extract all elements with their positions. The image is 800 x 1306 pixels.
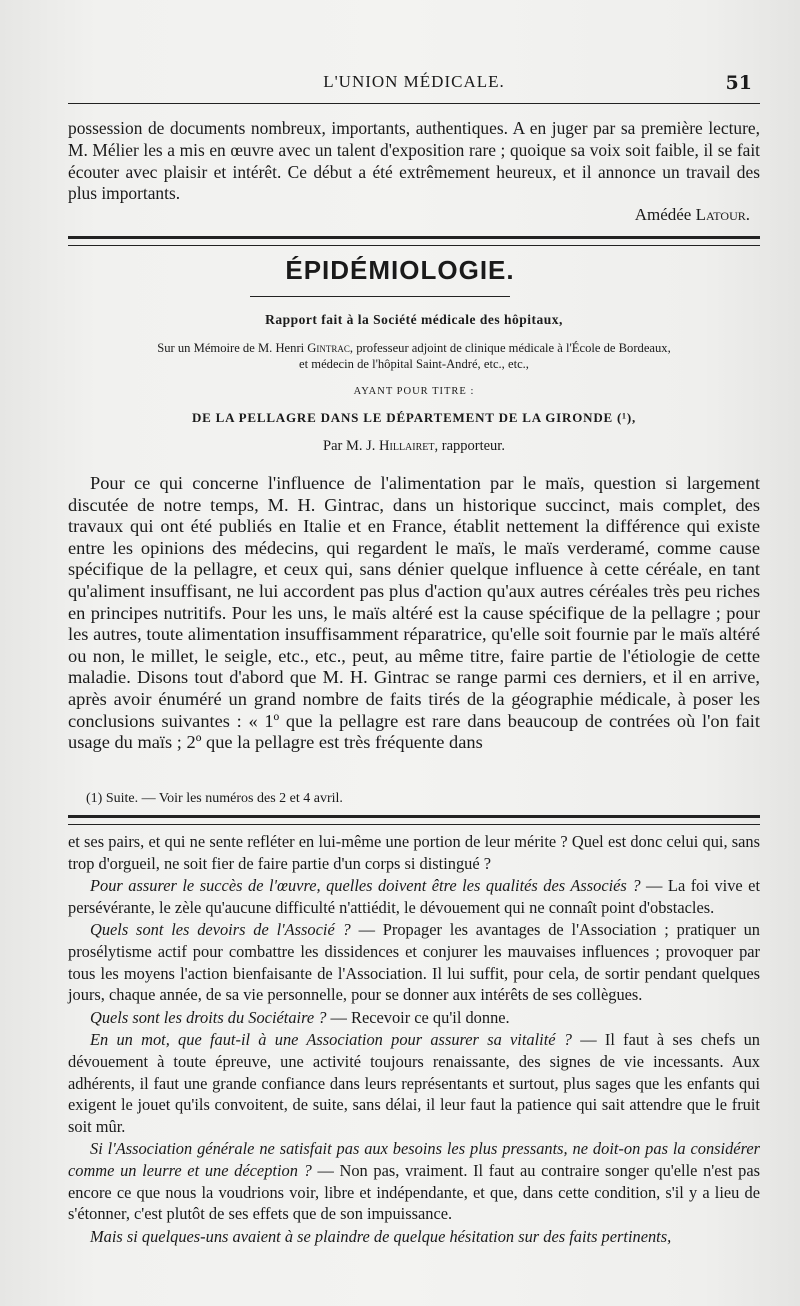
- feuilleton-text: [68, 831, 760, 1248]
- question-text: Si l'Association générale ne satisfait pas aux besoins les plus pressants, ne doit-on pas la considérer comme un leurre et une déception ?: [68, 1139, 760, 1180]
- section-title: ÉPIDÉMIOLOGIE.: [285, 255, 515, 285]
- feuilleton-paragraph-6: [68, 1138, 760, 1224]
- page-header: [68, 72, 760, 100]
- answer-text: — Non pas, vraiment. Il faut au contraire songer qu'elle n'est pas encore ce que nous la voudrions voir, libre et indépendante, et que, dans cette condition, s'il y a lieu de s'étonner, c'est plutôt de ses effets que de son impuissance.: [68, 1160, 760, 1224]
- memoire-line-1: [68, 340, 760, 356]
- footnote: (1) Suite. — Voir les numéros des 2 et 4 avril.: [86, 791, 343, 806]
- question-text: Pour assurer le succès de l'œuvre, quelles doivent être les qualités des Associés ?: [90, 876, 641, 896]
- memoire-author: Gintrac: [307, 341, 350, 355]
- answer-text: — Propager les avantages de l'Association ; pratiquer un prosélytisme actif pour combattre les dissidences et conjurer les mauvaises influences ; provoquer par tous les moyens l'action bienfaisante de l'Association. Il lui suffit, pour cela, de sortir pendant quelques jours, chaque année, de sa vie personnelle, pour se donner aux intérêts de ses collègues.: [68, 920, 760, 1005]
- memoire-description: [68, 340, 760, 372]
- signature-first-name: Amédée: [634, 205, 692, 224]
- intro-paragraph: possession de documents nombreux, importants, authentiques. A en juger par sa première lecture, M. Mélier les a mis en œuvre avec un talent d'exposition rare ; quoique sa voix soit faible, il se fait écouter avec plaisir et intérêt. Ce début a été extrêmement heureux, et il annonce un travail des plus importants.: [68, 118, 760, 204]
- question-text: Quels sont les devoirs de l'Associé ?: [90, 920, 351, 940]
- feuilleton-paragraph-4: [68, 1007, 760, 1029]
- main-paragraph: Pour ce qui concerne l'influence de l'alimentation par le maïs, question si largement discutée de notre temps, M. H. Gintrac, dans un historique succinct, mais complet, des travaux qui ont été publiés en Italie et en France, établit nettement la différence qui existe entre les opinions des médecins, qui regardent le maïs, le maïs verderamé, comme cause spécifique de la pellagre, et ceux qui, sans dénier quelque influence à cette céréale, en tant qu'aliment insuffisant, ne lui accordent pas plus d'action qu'aux autres céréales très peu riches en principes nutritifs. Pour les uns, le maïs altéré est la cause spécifique de la pellagre ; pour les autres, toute alimentation insuffisamment réparatrice, qu'elle soit fournie par le maïs altéré ou non, le millet, le seigle, etc., etc., peut, au même titre, faire partie de l'étiologie de cette maladie. Disons tout d'abord que M. H. Gintrac se range parmi ces derniers, et il en arrive, après avoir énuméré un grand nombre de faits tirés de la géographie médicale, à poser les conclusions suivantes : « 1º que la pellagre est rare dans beaucoup de contrées où l'on fait usage du maïs ; 2º que la pellagre est très fréquente dans: [68, 473, 760, 753]
- title-underline: [250, 296, 510, 297]
- feuilleton-paragraph-3: [68, 919, 760, 1005]
- question-text: En un mot, que faut-il à une Association pour assurer sa vitalité ?: [90, 1030, 572, 1050]
- memoire-line-2: et médecin de l'hôpital Saint-André, etc., etc.,: [299, 357, 529, 371]
- header-rule: [68, 103, 760, 104]
- feuilleton-separator: [68, 815, 760, 825]
- running-head: L'UNION MÉDICALE.: [323, 72, 505, 91]
- rapporteur-line: [68, 438, 760, 455]
- feuilleton-paragraph-7: [68, 1226, 760, 1248]
- answer-text: — Recevoir ce qu'il donne.: [326, 1007, 510, 1027]
- memoire-suffix: , professeur adjoint de clinique médicale à l'École de Bordeaux,: [349, 341, 671, 355]
- question-text: Quels sont les droits du Sociétaire ?: [90, 1007, 327, 1027]
- feuilleton-paragraph-2: [68, 875, 760, 918]
- rapporteur-prefix: Par M. J.: [323, 438, 376, 454]
- question-text: Mais si quelques-uns avaient à se plaindre de quelque hésitation sur des faits pertinents,: [90, 1226, 672, 1246]
- rapport-heading: Rapport fait à la Société médicale des hôpitaux,: [265, 312, 563, 327]
- intro-paragraph-block: [68, 118, 760, 205]
- section-separator: [68, 236, 760, 246]
- rapporteur-name: Hillairet: [379, 438, 435, 454]
- answer-text: — Il faut à ses chefs un dévouement à toute épreuve, une activité toujours renaissante, des signes de vie incessants. Aux adhérents, il faut une grande confiance dans leurs représentants et surtout, plus sages que les enfants qui exigent le jouet qu'ils convoitent, de suite, sans délai, il leur faut la patience qui sait attendre que le fruit soit mûr.: [68, 1030, 760, 1136]
- page-number: 51: [725, 72, 752, 94]
- feuilleton-paragraph-1: et ses pairs, et qui ne sente refléter en lui-même une portion de leur mérite ? Quel est donc celui qui, sans trop d'orgueil, ne soit fier de faire partie d'un corps si distingué ?: [68, 832, 760, 873]
- ayant-pour-titre: AYANT POUR TITRE :: [353, 386, 475, 397]
- report-subject: DE LA PELLAGRE DANS LE DÉPARTEMENT DE LA GIRONDE (¹),: [191, 410, 637, 425]
- answer-text: — La foi vive et persévérante, le zèle qu'aucune difficulté n'attiédit, le dévouement qui ne connaît point d'obstacles.: [68, 876, 760, 917]
- signature-last-name: Latour.: [695, 205, 750, 224]
- main-article: [68, 473, 760, 754]
- feuilleton-paragraph-5: [68, 1029, 760, 1137]
- rapporteur-suffix: , rapporteur.: [434, 438, 505, 454]
- memoire-prefix: Sur un Mémoire de M. Henri: [157, 341, 305, 355]
- signature: [635, 205, 750, 225]
